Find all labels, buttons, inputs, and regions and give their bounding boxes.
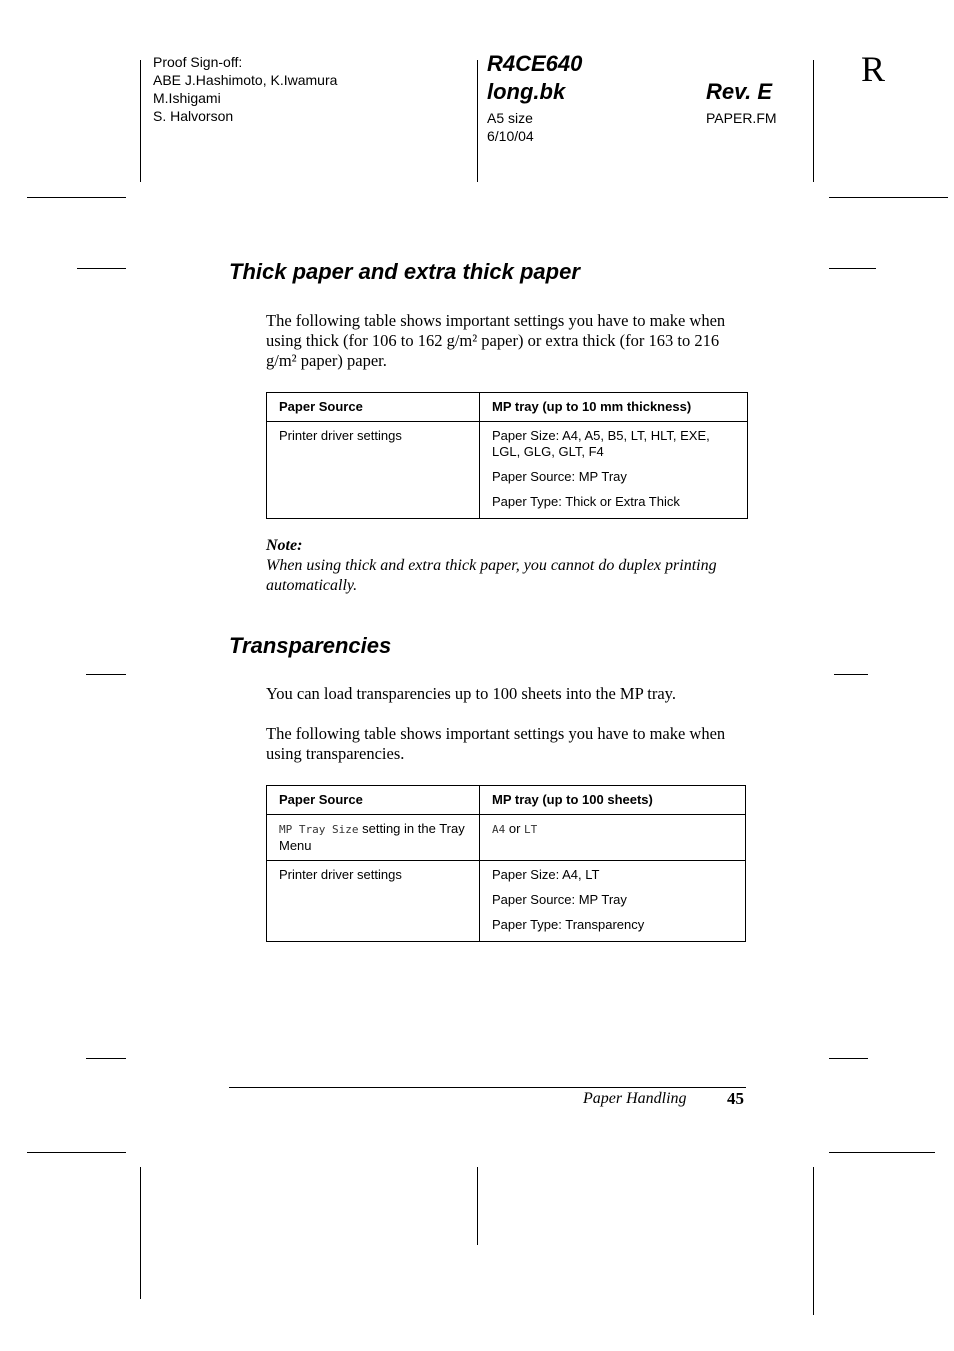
crop-mark xyxy=(27,1152,126,1153)
table-cell: Printer driver settings xyxy=(267,861,480,942)
menu-item-code: MP Tray Size xyxy=(279,823,359,836)
setting-line: Paper Type: Transparency xyxy=(492,917,645,932)
crop-mark xyxy=(834,674,868,675)
table-cell: Printer driver settings xyxy=(267,422,480,519)
section-title: Transparencies xyxy=(229,633,392,658)
crop-mark xyxy=(27,197,126,198)
table-header-cell: MP tray (up to 100 sheets) xyxy=(480,786,746,815)
proof-line: M.Ishigami xyxy=(153,90,221,106)
cell-text: setting in the Tray Menu xyxy=(279,821,465,853)
paragraph: The following table shows important settings you have to make when using transparencies. xyxy=(266,724,726,763)
value-code: LT xyxy=(524,823,538,836)
crop-mark xyxy=(477,1167,478,1245)
intro-paragraph: The following table shows important settings you have to make when using thick (for 106 to 162 g/m² paper) or extra thick (for 163 to 216 g/m² paper) paper. xyxy=(266,311,726,370)
crop-mark xyxy=(86,674,126,675)
paper-size: A5 size xyxy=(487,110,533,126)
thick-paper-table xyxy=(266,392,748,519)
proof-line: S. Halvorson xyxy=(153,108,234,124)
note-title: Note: xyxy=(266,537,303,554)
table-header-cell: Paper Source xyxy=(267,786,480,815)
transparency-table xyxy=(266,785,746,942)
file-name: PAPER.FM xyxy=(706,110,777,126)
page-number: 45 xyxy=(727,1089,744,1108)
setting-line: Paper Source: MP Tray xyxy=(492,469,627,484)
crop-mark xyxy=(829,1058,868,1059)
paragraph: You can load transparencies up to 100 sheets into the MP tray. xyxy=(266,684,676,703)
doc-date: 6/10/04 xyxy=(487,128,534,144)
table-cell xyxy=(480,861,746,942)
note-text: When using thick and extra thick paper, you cannot do duplex printing automatically. xyxy=(266,557,717,594)
crop-mark xyxy=(829,197,948,198)
setting-line: Paper Source: MP Tray xyxy=(492,892,627,907)
table-header-row xyxy=(267,393,748,422)
setting-line: Paper Type: Thick or Extra Thick xyxy=(492,494,680,509)
revision: Rev. E xyxy=(706,79,773,104)
crop-mark xyxy=(813,60,814,182)
proof-line: Proof Sign-off: xyxy=(153,54,243,70)
section-title: Thick paper and extra thick paper xyxy=(229,259,580,284)
crop-mark xyxy=(829,268,876,269)
table-header-cell: Paper Source xyxy=(267,393,480,422)
doc-code: R4CE640 xyxy=(487,51,583,76)
footer-rule xyxy=(229,1087,746,1088)
proof-line: ABE J.Hashimoto, K.Iwamura xyxy=(153,72,338,88)
setting-line: Paper Size: A4, LT xyxy=(492,867,600,882)
crop-mark xyxy=(829,1152,935,1153)
crop-mark xyxy=(86,1058,126,1059)
setting-line: Paper Size: A4, A5, B5, LT, HLT, EXE, LGL, GLG, GLT, F4 xyxy=(492,428,710,459)
crop-mark xyxy=(140,60,141,182)
book-name: long.bk xyxy=(487,79,566,104)
table-row xyxy=(267,861,746,942)
cell-text: or xyxy=(505,821,525,836)
table-cell xyxy=(480,815,746,861)
crop-mark xyxy=(77,268,126,269)
table-cell xyxy=(267,815,480,861)
value-code: A4 xyxy=(492,823,506,836)
note xyxy=(266,536,751,596)
proof-signoff xyxy=(153,53,337,125)
crop-mark xyxy=(477,60,478,182)
table-cell xyxy=(480,422,748,519)
footer-chapter: Paper Handling xyxy=(583,1090,687,1107)
table-row xyxy=(267,815,746,861)
right-page-mark: R xyxy=(861,49,886,89)
table-header-row xyxy=(267,786,746,815)
crop-mark xyxy=(813,1167,814,1315)
table-row xyxy=(267,422,748,519)
crop-mark xyxy=(140,1167,141,1299)
table-header-cell: MP tray (up to 10 mm thickness) xyxy=(480,393,748,422)
